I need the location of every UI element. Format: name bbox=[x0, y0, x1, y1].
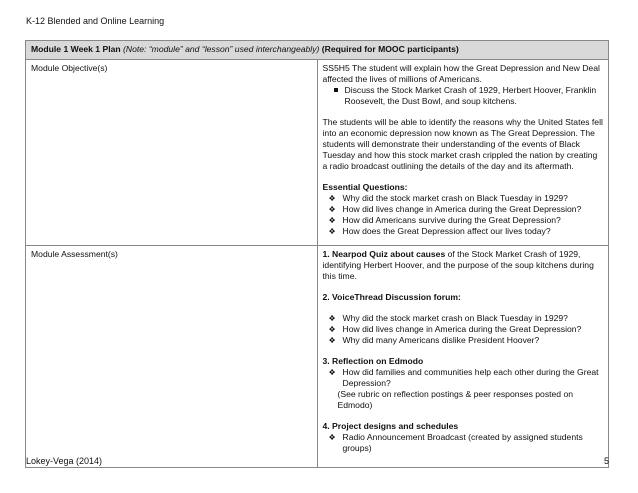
objectives-row bbox=[26, 60, 609, 246]
page-header: K-12 Blended and Online Learning bbox=[26, 16, 165, 26]
assessment-label: Module Assessment(s) bbox=[26, 246, 318, 468]
objective-standard: SS5H5 The student will explain how the Great Depression and New Deal affected the lives of millions of Americans. bbox=[322, 63, 600, 84]
objectives-label: Module Objective(s) bbox=[26, 60, 318, 246]
objective-paragraph: The students will be able to identify the reasons why the United States fell into an economic depression now known as The Great Depression. The students will demonstrate their understanding of the events of Black Tuesday and how this stock market crash crippled the nation by creating a radio broadcast outlining the details of the day and its aftermath. bbox=[322, 117, 603, 171]
diamond-bullet-icon: ❖ bbox=[328, 325, 336, 334]
assessment-content bbox=[317, 246, 609, 468]
plan-title: Module 1 Week 1 Plan bbox=[31, 44, 121, 54]
objectives-content bbox=[317, 60, 609, 246]
list-item: ❖ Why did the stock market crash on Black Tuesday in 1929? bbox=[328, 313, 568, 323]
diamond-bullet-icon: ❖ bbox=[328, 227, 336, 236]
table-title bbox=[26, 41, 609, 60]
objective-bullet-list bbox=[323, 85, 604, 107]
plan-title-note: (Note: “module” and “lesson” used interchangeably) bbox=[123, 44, 320, 54]
list-item: ❖ How did families and communities help each other during the Great Depression? bbox=[328, 367, 599, 388]
project-list bbox=[323, 432, 604, 454]
diamond-bullet-icon: ❖ bbox=[328, 216, 336, 225]
diamond-bullet-icon: ❖ bbox=[328, 368, 336, 377]
list-item: ❖ How did lives change in America during the Great Depression? bbox=[328, 324, 582, 334]
diamond-bullet-icon: ❖ bbox=[328, 194, 336, 203]
reflection-list bbox=[323, 367, 604, 389]
voicethread-questions-list bbox=[323, 313, 604, 346]
reflection-note: (See rubric on reflection postings & peer responses posted on Edmodo) bbox=[337, 389, 574, 410]
assessment-item-3-heading: 3. Reflection on Edmodo bbox=[322, 356, 424, 366]
essential-questions-heading: Essential Questions: bbox=[322, 182, 408, 192]
table-title-row bbox=[26, 41, 609, 60]
list-item: ❖ Radio Announcement Broadcast (created by assigned students groups) bbox=[328, 432, 583, 453]
assessment-item-1: 1. Nearpod Quiz about causes of the Stock Market Crash of 1929, identifying Herbert Hoover, and the purpose of the soup kitchens during this time. bbox=[322, 249, 594, 281]
list-item: ❖ Why did many Americans dislike President Hoover? bbox=[328, 335, 540, 345]
assessment-row bbox=[26, 246, 609, 468]
list-item: ❖ How did Americans survive during the Great Depression? bbox=[328, 215, 561, 225]
essential-questions-list bbox=[323, 193, 604, 237]
diamond-bullet-icon: ❖ bbox=[328, 314, 336, 323]
assessment-item-2-heading: 2. VoiceThread Discussion forum: bbox=[322, 292, 461, 302]
objective-bullet: Discuss the Stock Market Crash of 1929, Herbert Hoover, Franklin Roosevelt, the Dust Bowl, and soup kitchens. bbox=[323, 85, 604, 107]
list-item: ❖ Why did the stock market crash on Black Tuesday in 1929? bbox=[328, 193, 568, 203]
footer-author: Lokey-Vega (2014) bbox=[26, 456, 103, 466]
list-item: ❖ How does the Great Depression affect our lives today? bbox=[328, 226, 551, 236]
module-plan-table bbox=[25, 40, 609, 468]
diamond-bullet-icon: ❖ bbox=[328, 336, 336, 345]
list-item: ❖ How did lives change in America during the Great Depression? bbox=[328, 204, 582, 214]
page-number: 5 bbox=[604, 456, 610, 466]
diamond-bullet-icon: ❖ bbox=[328, 205, 336, 214]
plan-title-required: (Required for MOOC participants) bbox=[321, 44, 459, 54]
diamond-bullet-icon: ❖ bbox=[328, 433, 336, 442]
assessment-item-4-heading: 4. Project designs and schedules bbox=[322, 421, 459, 431]
